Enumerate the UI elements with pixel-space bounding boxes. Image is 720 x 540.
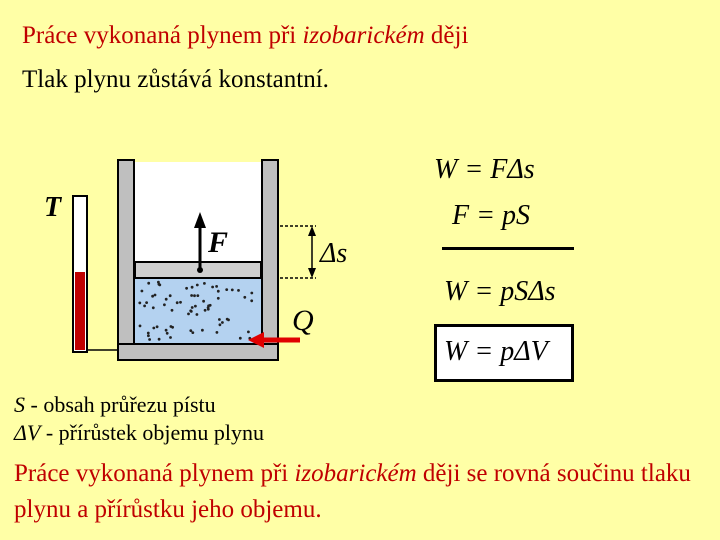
thermometer-label: T bbox=[44, 192, 62, 223]
gas-particle bbox=[231, 289, 234, 292]
gas-particle bbox=[226, 318, 229, 321]
gas-particle bbox=[147, 332, 150, 335]
gas-particle bbox=[201, 329, 204, 332]
displacement-label: Δs bbox=[320, 238, 348, 269]
legend-volume bbox=[14, 420, 264, 446]
conclusion-suffix: ději se rovná součinu tlaku plynu a přírůstku jeho objemu. bbox=[14, 460, 691, 523]
conclusion-italic: izobarickém bbox=[294, 460, 417, 487]
gas-particle bbox=[211, 286, 214, 289]
gas-particle bbox=[154, 294, 157, 297]
gas-particle bbox=[191, 306, 194, 309]
gas-particle bbox=[225, 288, 228, 291]
title-suffix: ději bbox=[424, 22, 469, 49]
gas-particle bbox=[196, 294, 199, 297]
gas-particle bbox=[189, 309, 192, 312]
legend-area-symbol: S bbox=[14, 392, 25, 417]
gas-volume bbox=[135, 278, 261, 343]
gas-particle bbox=[204, 309, 207, 312]
gas-particle bbox=[171, 309, 174, 312]
gas-particle bbox=[156, 325, 159, 328]
gas-particle bbox=[157, 281, 160, 284]
gas-particle bbox=[145, 301, 148, 304]
gas-particle bbox=[217, 290, 220, 293]
gas-particle bbox=[169, 336, 172, 339]
conclusion-prefix: Práce vykonaná plynem při bbox=[14, 460, 295, 487]
gas-particle bbox=[179, 301, 182, 304]
gas-particle bbox=[185, 287, 188, 290]
gas-particle bbox=[209, 304, 212, 307]
conclusion-text bbox=[14, 456, 704, 528]
gas-particle bbox=[191, 331, 194, 334]
gas-particle bbox=[187, 313, 190, 316]
gas-particle bbox=[190, 294, 193, 297]
gas-particle bbox=[152, 306, 155, 309]
displacement-arrowhead-bottom bbox=[308, 268, 316, 278]
formula-work-pressure-area: W = pSΔs bbox=[444, 276, 556, 307]
legend-volume-symbol: ΔV bbox=[14, 420, 41, 445]
gas-particle bbox=[207, 308, 210, 311]
gas-particle bbox=[166, 332, 169, 335]
legend-volume-text: - přírůstek objemu plynu bbox=[40, 420, 264, 445]
gas-particle bbox=[139, 325, 142, 328]
cylinder-bottom bbox=[118, 344, 278, 360]
gas-particle bbox=[250, 299, 253, 302]
gas-particle bbox=[193, 294, 196, 297]
gas-particle bbox=[158, 338, 161, 341]
gas-particle bbox=[247, 331, 250, 334]
gas-particle bbox=[196, 284, 199, 287]
cylinder-left-wall bbox=[118, 160, 134, 360]
gas-particle bbox=[165, 298, 168, 301]
gas-particle bbox=[176, 301, 179, 304]
gas-particle bbox=[239, 337, 242, 340]
gas-particle bbox=[218, 318, 221, 321]
formula-divider bbox=[442, 247, 574, 250]
gas-particle bbox=[165, 329, 168, 332]
gas-particle bbox=[169, 294, 172, 297]
gas-particle bbox=[147, 282, 150, 285]
gas-particle bbox=[202, 300, 205, 303]
slide-subtitle: Tlak plynu zůstává konstantní. bbox=[22, 66, 329, 93]
gas-particle bbox=[250, 292, 253, 295]
gas-particle bbox=[148, 338, 151, 341]
gas-particle bbox=[194, 305, 197, 308]
thermometer-mercury bbox=[75, 272, 85, 350]
title-italic: izobarickém bbox=[302, 22, 425, 49]
gas-particle bbox=[219, 323, 222, 326]
legend-area bbox=[14, 392, 216, 418]
gas-particle bbox=[189, 329, 192, 332]
cylinder-right-wall bbox=[262, 160, 278, 360]
gas-particle bbox=[151, 295, 154, 298]
formula-force-pressure: F = pS bbox=[452, 200, 530, 231]
title-text: Práce vykonaná plynem při bbox=[22, 22, 303, 49]
formula-work-force: W = FΔs bbox=[434, 154, 535, 185]
formula-work-volume: W = pΔV bbox=[444, 336, 548, 367]
heat-label: Q bbox=[292, 304, 314, 337]
legend-area-text: - obsah průřezu pístu bbox=[25, 392, 216, 417]
gas-particle bbox=[203, 282, 206, 285]
gas-particle bbox=[163, 303, 166, 306]
cylinder-empty-space bbox=[135, 162, 261, 262]
gas-particle bbox=[138, 302, 141, 305]
gas-particle bbox=[143, 305, 146, 308]
gas-particle bbox=[216, 331, 219, 334]
gas-particle bbox=[237, 289, 240, 292]
gas-particle bbox=[147, 334, 150, 337]
force-origin-dot bbox=[197, 267, 203, 273]
gas-particle bbox=[215, 285, 218, 288]
gas-particle bbox=[141, 290, 144, 293]
gas-particle bbox=[217, 297, 220, 300]
gas-particle bbox=[152, 327, 155, 330]
force-label: F bbox=[208, 226, 229, 259]
gas-particle bbox=[196, 313, 199, 316]
displacement-arrowhead-top bbox=[308, 226, 316, 236]
gas-particle bbox=[191, 286, 194, 289]
gas-particle bbox=[243, 296, 246, 299]
gas-particle bbox=[170, 325, 173, 328]
gas-particle bbox=[221, 321, 224, 324]
